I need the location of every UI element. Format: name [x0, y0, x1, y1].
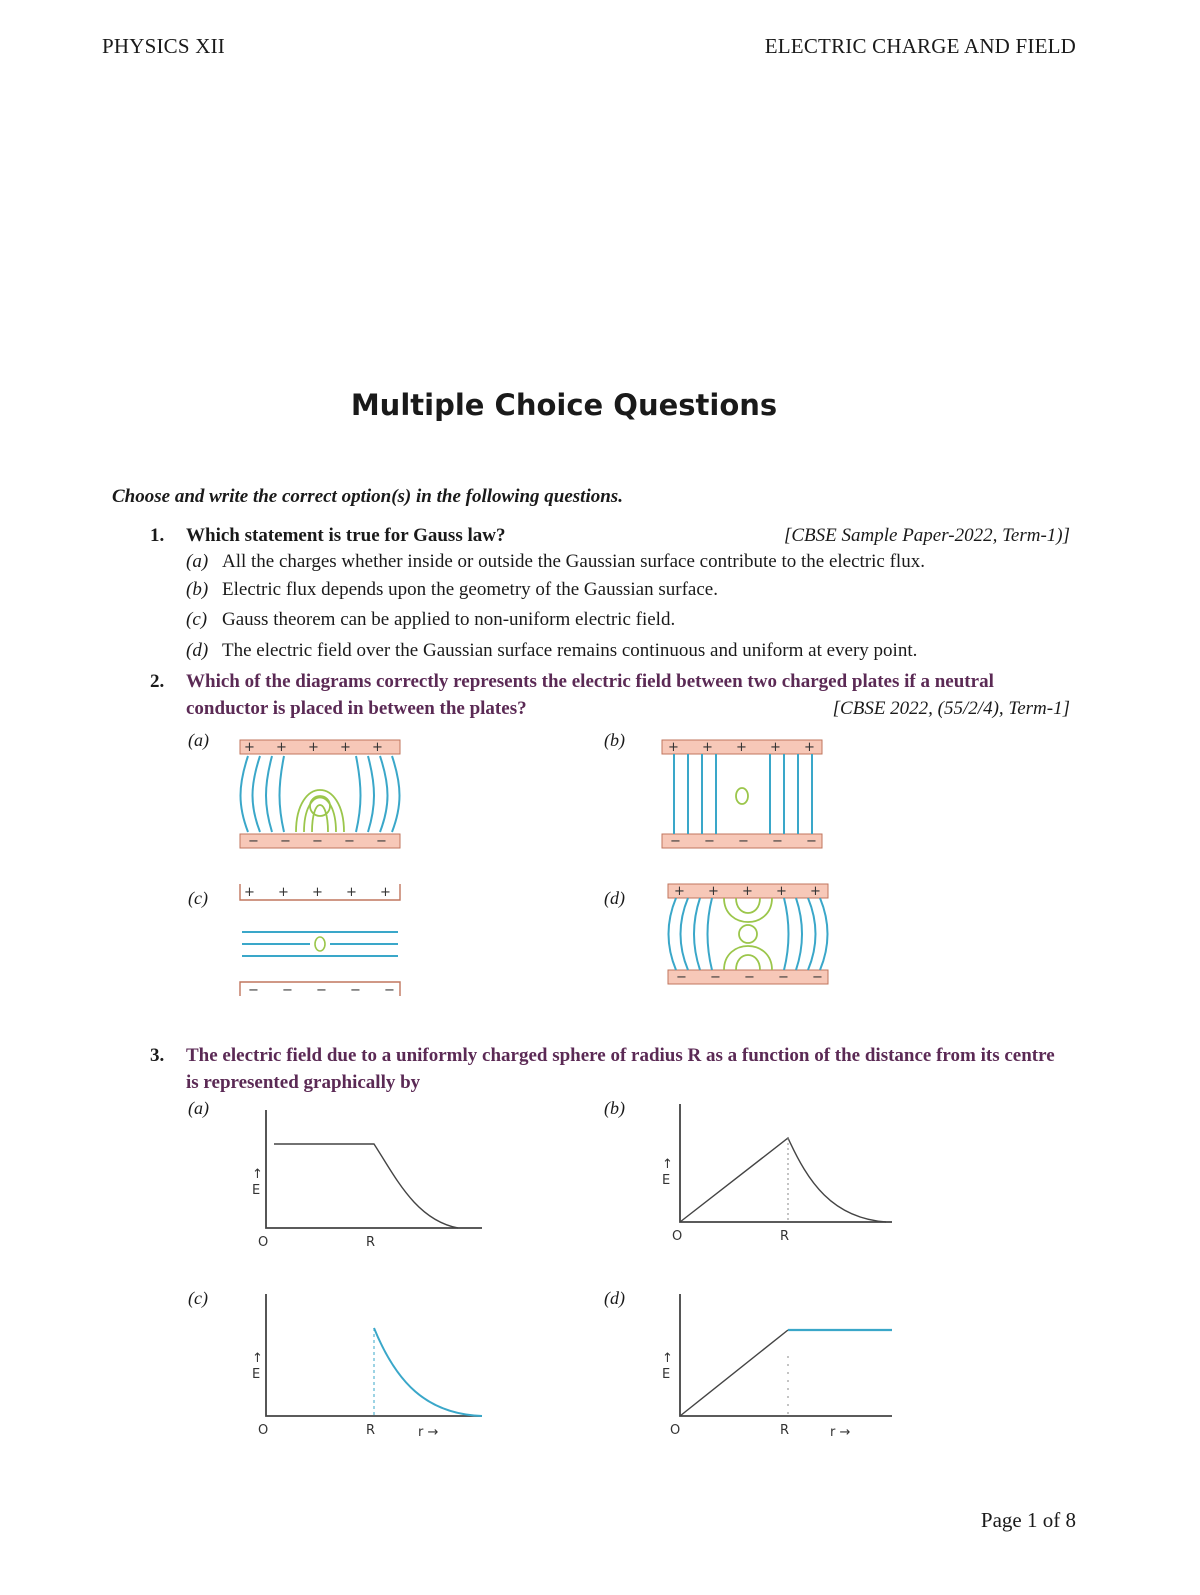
plate-sign: − — [384, 983, 395, 998]
plate-sign: + — [668, 740, 679, 755]
option-1d — [186, 637, 917, 664]
plate-sign: − — [806, 834, 817, 849]
plate-sign: + — [244, 740, 255, 755]
question-text: The electric field due to a uniformly charged sphere of radius R as a function of the distance from its centre is represented graphically by — [186, 1045, 1055, 1093]
option-text: All the charges whether inside or outside the Gaussian surface contribute to the electric flux. — [222, 551, 925, 572]
diagram-label-c: (c) — [188, 888, 208, 908]
instruction-text: Choose and write the correct option(s) in the following questions. — [112, 486, 623, 507]
page-title: Multiple Choice Questions — [350, 388, 778, 422]
plate-sign: − — [772, 834, 783, 849]
graph-d — [660, 1292, 900, 1440]
plate-sign: + — [804, 740, 815, 755]
graph-label-c: (c) — [188, 1288, 208, 1308]
y-axis-label: E — [662, 1173, 671, 1188]
plate-sign: − — [248, 834, 259, 849]
graph-label-d: (d) — [604, 1288, 625, 1308]
question-text: Which statement is true for Gauss law? — [186, 525, 506, 546]
origin-label: O — [672, 1229, 683, 1244]
plate-sign: − — [344, 834, 355, 849]
question-number: 2. — [150, 671, 165, 692]
option-label: (c) — [186, 609, 208, 630]
graph-label-b: (b) — [604, 1098, 625, 1118]
field-diagram-d — [664, 880, 834, 990]
option-1b — [186, 576, 718, 603]
question-source: [CBSE 2022, (55/2/4), Term-1] — [832, 698, 1070, 719]
plate-sign: − — [812, 970, 823, 985]
field-diagram-a — [236, 736, 406, 852]
plate-sign: + — [372, 740, 383, 755]
plate-sign: − — [376, 834, 387, 849]
plate-sign: − — [710, 970, 721, 985]
plate-sign: − — [312, 834, 323, 849]
plate-sign: + — [276, 740, 287, 755]
r-axis-label: r → — [418, 1425, 439, 1440]
radius-label: R — [366, 1423, 376, 1438]
question-number: 1. — [150, 525, 165, 546]
question-1 — [150, 522, 1070, 549]
graph-a — [246, 1108, 486, 1253]
plate-sign: + — [770, 740, 781, 755]
question-3 — [150, 1042, 1070, 1096]
y-axis-label: E — [252, 1367, 261, 1382]
origin-label: O — [670, 1423, 681, 1438]
plate-sign: + — [742, 884, 753, 899]
header-left: PHYSICS XII — [102, 34, 225, 58]
option-label: (a) — [186, 551, 209, 572]
origin-label: O — [258, 1235, 269, 1250]
plate-sign: − — [316, 983, 327, 998]
r-axis-label: r → — [830, 1425, 851, 1440]
question-2 — [150, 668, 1070, 722]
field-diagram-c — [236, 880, 406, 1000]
plate-sign: − — [778, 970, 789, 985]
plate-sign: + — [810, 884, 821, 899]
diagram-label-b: (b) — [604, 730, 625, 750]
y-axis-arrow: ↑ — [252, 1167, 263, 1182]
y-axis-label: E — [662, 1367, 671, 1382]
question-text: Which of the diagrams correctly represents the electric field between two charged plates if a neutral conductor is placed in between the plates? — [186, 671, 994, 719]
header-right: ELECTRIC CHARGE AND FIELD — [764, 34, 1076, 58]
y-axis-arrow: ↑ — [252, 1351, 263, 1366]
plate-sign: + — [308, 740, 319, 755]
plate-sign: − — [280, 834, 291, 849]
plate-sign: + — [380, 885, 391, 900]
page-number: Page 1 of 8 — [980, 1508, 1076, 1532]
diagram-label-a: (a) — [188, 730, 209, 750]
option-label: (d) — [186, 640, 209, 661]
plate-sign: − — [670, 834, 681, 849]
plate-sign: + — [346, 885, 357, 900]
option-1a — [186, 548, 925, 575]
y-axis-arrow: ↑ — [662, 1351, 673, 1366]
plate-sign: − — [282, 983, 293, 998]
plate-sign: − — [248, 983, 259, 998]
radius-label: R — [780, 1229, 790, 1244]
plate-sign: + — [674, 884, 685, 899]
question-source: [CBSE Sample Paper-2022, Term-1)] — [783, 525, 1070, 546]
option-text: Gauss theorem can be applied to non-uniform electric field. — [222, 609, 676, 630]
plate-sign: + — [244, 885, 255, 900]
plate-sign: − — [704, 834, 715, 849]
plate-sign: − — [738, 834, 749, 849]
y-axis-arrow: ↑ — [662, 1157, 673, 1172]
plate-sign: + — [708, 884, 719, 899]
plate-sign: − — [744, 970, 755, 985]
plate-sign: + — [278, 885, 289, 900]
option-text: The electric field over the Gaussian surface remains continuous and uniform at every point. — [222, 640, 918, 661]
plate-sign: + — [340, 740, 351, 755]
graph-c — [246, 1292, 486, 1440]
option-text: Electric flux depends upon the geometry of the Gaussian surface. — [222, 579, 718, 600]
field-diagram-b — [658, 736, 828, 852]
plate-sign: − — [676, 970, 687, 985]
plate-sign: + — [312, 885, 323, 900]
plate-sign: − — [350, 983, 361, 998]
graph-label-a: (a) — [188, 1098, 209, 1118]
option-1c — [186, 606, 675, 633]
radius-label: R — [780, 1423, 790, 1438]
graph-b — [660, 1102, 900, 1247]
option-label: (b) — [186, 579, 209, 600]
plate-sign: + — [702, 740, 713, 755]
origin-label: O — [258, 1423, 269, 1438]
question-number: 3. — [150, 1045, 165, 1066]
plate-sign: + — [776, 884, 787, 899]
y-axis-label: E — [252, 1183, 261, 1198]
diagram-label-d: (d) — [604, 888, 625, 908]
radius-label: R — [366, 1235, 376, 1250]
plate-sign: + — [736, 740, 747, 755]
